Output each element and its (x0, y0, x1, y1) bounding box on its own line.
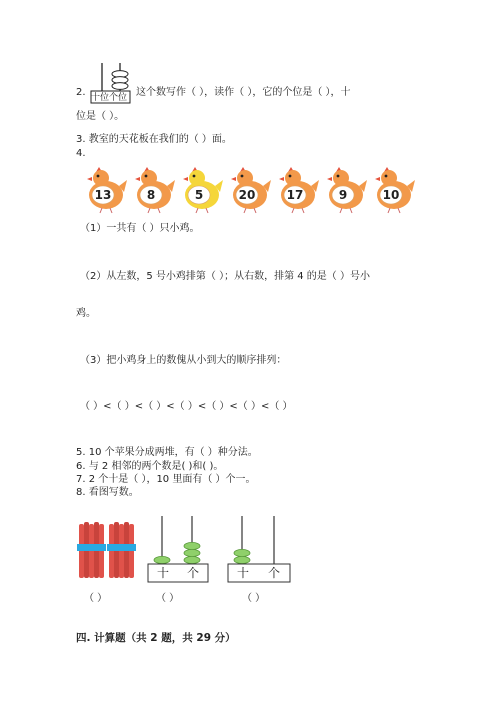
abacus-q8b-tens-label: 十 (237, 566, 250, 580)
q5-text: 5. 10 个苹果分成两堆，有（ ）种分法。 (76, 447, 258, 458)
q2-number: 2. (76, 87, 86, 98)
abacus-q8a-ones-label: 个 (187, 566, 200, 580)
chick-1-icon (84, 166, 128, 214)
q4-sub1: （1）一共有（ ）只小鸡。 (80, 223, 200, 234)
q4-sub2-line1: （2）从左数，5 号小鸡排第（ ）；从右数，排第 4 的是（ ）号小 (80, 271, 370, 282)
chick-1-number: 13 (94, 188, 112, 202)
q4-sub3: （3）把小鸡身上的数傀从小到大的顺序排列： (80, 355, 287, 366)
chick-2-icon (132, 166, 176, 214)
section-4-title: 四. 计算题（共 2 题，共 29 分） (76, 632, 236, 644)
q7-text: 7. 2 个十是（ ），10 里面有（ ）个一。 (76, 474, 256, 485)
q2-line2: 位是（ ）。 (76, 111, 125, 122)
abacus-q8a-tens-label: 十 (157, 566, 170, 580)
chick-3-icon (180, 166, 224, 214)
q3-text: 3. 教室的天花板在我们的（ ）面。 (76, 134, 232, 145)
chick-4-number: 20 (238, 188, 256, 202)
q4-order-row: （ ）<（ ）<（ ）<（ ）<（ ）<（ ）<（ ） (80, 401, 293, 412)
q4-sub2-line2: 鸡。 (76, 308, 96, 319)
abacus-q2-label: 十位个位 (91, 93, 128, 103)
chick-6-number: 9 (338, 188, 348, 202)
q8-answer-1: （ ） (84, 593, 108, 604)
q2-line1: 这个数写作（ ），读作（ ），它的个位是（ ），十 (136, 87, 351, 98)
q6-text: 6. 与 2 相邻的两个数是( )和( )。 (76, 461, 224, 472)
chick-7-number: 10 (382, 188, 400, 202)
chick-7-icon (372, 166, 416, 214)
abacus-q8b-ones-label: 个 (268, 566, 281, 580)
q4-number: 4. (76, 148, 86, 159)
chick-6-icon (324, 166, 368, 214)
chick-5-icon (276, 166, 320, 214)
q8-answer-3: （ ） (242, 593, 266, 604)
q8-text: 8. 看图写数。 (76, 487, 139, 498)
chick-2-number: 8 (146, 188, 156, 202)
q8-answer-2: （ ） (156, 593, 180, 604)
stick-bundles-icon (77, 522, 137, 582)
chick-3-number: 5 (194, 188, 204, 202)
chick-4-icon (228, 166, 272, 214)
chick-5-number: 17 (286, 188, 304, 202)
